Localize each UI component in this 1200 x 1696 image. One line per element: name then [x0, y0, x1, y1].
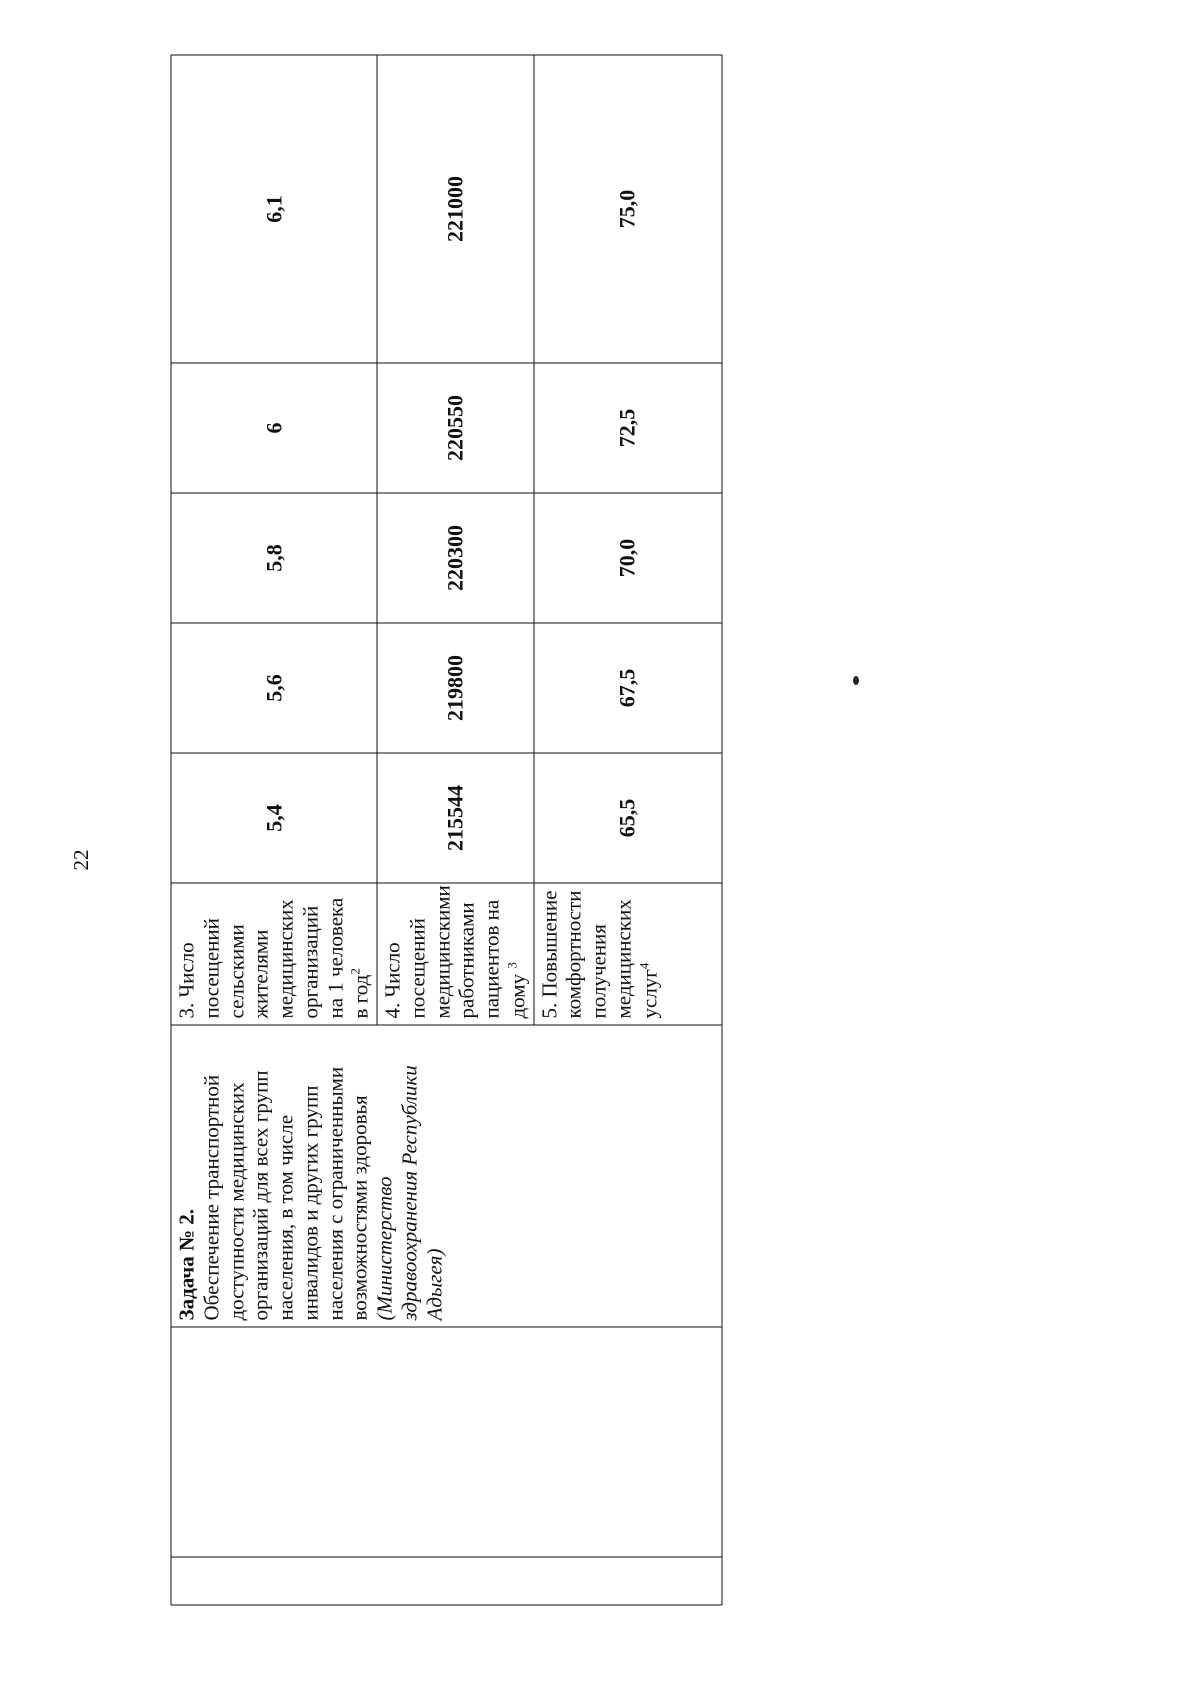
value-cell: 75,0	[533, 55, 721, 363]
empty-column-cell	[171, 1327, 722, 1557]
scan-speck	[853, 676, 859, 685]
task-cell	[171, 1025, 722, 1327]
task-text: Обеспечение транспортной доступности медицинских организаций для всех групп населения, в том числе инвалидов и других групп населения с ограниченными возможностями здоровья	[198, 1066, 372, 1320]
footnote-ref: 4	[635, 962, 651, 969]
value-cell: 65,5	[533, 753, 721, 883]
value-cell: 6,1	[171, 55, 377, 363]
indicator-label-cell	[533, 883, 721, 1025]
table-region	[170, 55, 665, 1605]
empty-column-cell	[171, 1557, 722, 1605]
page-number: 22	[69, 849, 93, 871]
task-title: Задача № 2.	[174, 1208, 198, 1320]
table-row	[171, 55, 377, 1605]
indicator-label-cell	[377, 883, 534, 1025]
value-cell: 221000	[377, 55, 534, 363]
value-cell: 67,5	[533, 623, 721, 753]
value-cell: 5,6	[171, 623, 377, 753]
indicator-label-cell	[171, 883, 377, 1025]
value-cell: 70,0	[533, 493, 721, 623]
value-cell: 220300	[377, 493, 534, 623]
task-org: (Министерство здравоохранения Республики Адыгея)	[372, 1064, 446, 1320]
value-cell: 215544	[377, 753, 534, 883]
value-cell: 5,4	[171, 753, 377, 883]
value-cell: 220550	[377, 363, 534, 493]
indicator-label: 5. Повышение комфортности получения медицинских услуг	[536, 889, 661, 1018]
value-cell: 6	[171, 363, 377, 493]
value-cell: 72,5	[533, 363, 721, 493]
indicator-label: 4. Число посещений медицинскими работниками пациентов на дому	[380, 884, 529, 1018]
value-cell: 219800	[377, 623, 534, 753]
value-cell: 5,8	[171, 493, 377, 623]
table-rotated	[170, 55, 665, 1605]
indicator-label: 3. Число посещений сельскими жителями медицинских организаций на 1 человека в год	[174, 897, 373, 1018]
footnote-ref: 3	[503, 961, 519, 969]
footnote-ref: 2	[347, 967, 363, 975]
indicator-table	[170, 54, 722, 1605]
